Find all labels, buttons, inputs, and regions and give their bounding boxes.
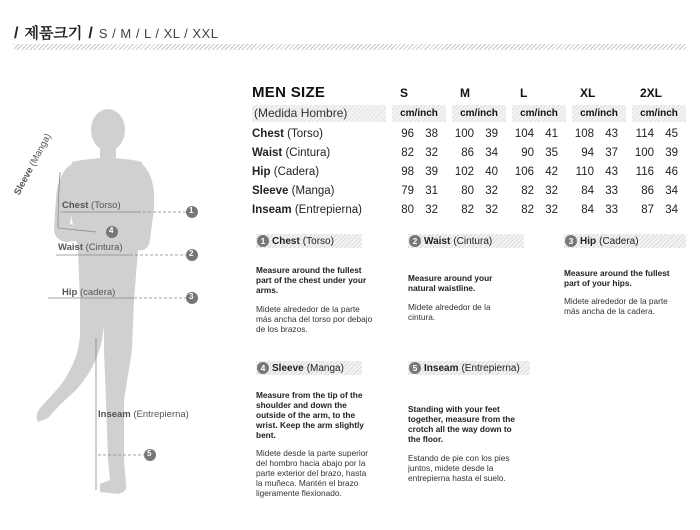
guide-number: 2 bbox=[409, 235, 421, 247]
value-inch: 31 bbox=[425, 185, 438, 197]
value-cm: 80 bbox=[461, 185, 474, 197]
figure-label-chest: Chest (Torso) bbox=[62, 200, 121, 211]
value-cm: 86 bbox=[641, 185, 654, 197]
value-cm: 100 bbox=[634, 147, 654, 159]
size-header-s: S bbox=[400, 86, 409, 100]
value-cm: 84 bbox=[581, 204, 594, 216]
figure-label-sleeve: Sleeve (Manga) bbox=[12, 131, 54, 198]
figure-label-hip: Hip (cadera) bbox=[62, 287, 116, 298]
guide-header: 5 Inseam (Entrepierna) bbox=[408, 361, 530, 375]
guide-number: 1 bbox=[257, 235, 269, 247]
value-inch: 34 bbox=[665, 185, 678, 197]
value-cm: 82 bbox=[521, 204, 534, 216]
value-cm: 84 bbox=[581, 185, 594, 197]
guide-number: 4 bbox=[257, 362, 269, 374]
size-header-l: L bbox=[520, 86, 528, 100]
figure-label-waist: Waist (Cintura) bbox=[58, 242, 123, 253]
value-inch: 32 bbox=[485, 185, 498, 197]
value-cm: 104 bbox=[514, 128, 534, 140]
value-inch: 45 bbox=[665, 128, 678, 140]
value-cm: 90 bbox=[521, 147, 534, 159]
guide-text-es: Midete desde la parte superior del hombro hacia abajo por la parte exterior del brazo, hasta la muñeca. Mantén el brazo ligeramente flexionado. bbox=[256, 448, 369, 498]
guide-text-en: Measure around the fullest part of the chest under your arms. bbox=[256, 265, 367, 295]
size-header-xl: XL bbox=[580, 86, 596, 100]
value-inch: 41 bbox=[545, 128, 558, 140]
guide-inseam bbox=[408, 361, 530, 483]
value-cm: 79 bbox=[401, 185, 414, 197]
marker-5: 5 bbox=[147, 449, 152, 458]
row-label: Inseam (Entrepierna) bbox=[252, 204, 362, 216]
guide-waist bbox=[408, 234, 524, 322]
value-inch: 37 bbox=[605, 147, 618, 159]
value-cm: 82 bbox=[461, 204, 474, 216]
value-cm: 108 bbox=[574, 128, 594, 140]
page-title: 제품크기 bbox=[24, 25, 83, 42]
guide-header: 4 Sleeve (Manga) bbox=[256, 361, 362, 375]
unit-header: cm/inch bbox=[512, 105, 566, 122]
guide-number: 3 bbox=[565, 235, 577, 247]
value-cm: 106 bbox=[514, 166, 534, 178]
table-row-waist bbox=[252, 147, 692, 165]
marker-1: 1 bbox=[189, 206, 194, 215]
figure-label-inseam: Inseam (Entrepierna) bbox=[98, 409, 189, 420]
table-row-hip bbox=[252, 166, 692, 184]
value-inch: 32 bbox=[545, 185, 558, 197]
header-divider bbox=[14, 44, 686, 50]
size-header-m: M bbox=[460, 86, 470, 100]
value-inch: 40 bbox=[485, 166, 498, 178]
value-cm: 98 bbox=[401, 166, 414, 178]
guide-sleeve bbox=[256, 361, 374, 498]
guide-text-es: Midete alrededor de la cintura. bbox=[408, 302, 491, 322]
guide-text-es: Midete alrededor de la parte más ancha de la cadera. bbox=[564, 296, 668, 316]
marker-3: 3 bbox=[189, 292, 194, 301]
guide-text-es: Midete alrededor de la parte más ancha del torso por debajo de los brazos. bbox=[256, 304, 373, 334]
value-cm: 87 bbox=[641, 204, 654, 216]
value-cm: 114 bbox=[635, 128, 654, 140]
value-inch: 46 bbox=[665, 166, 678, 178]
value-cm: 94 bbox=[581, 147, 594, 159]
table-subtitle: (Medida Hombre) bbox=[252, 105, 386, 122]
value-cm: 100 bbox=[454, 128, 474, 140]
row-label: Waist (Cintura) bbox=[252, 147, 331, 159]
value-inch: 38 bbox=[425, 128, 438, 140]
guide-text-en: Measure from the tip of the shoulder and down the outside of the arm, to the wrist. Keep the arm slightly bent. bbox=[256, 390, 364, 440]
row-label: Hip (Cadera) bbox=[252, 166, 320, 178]
header-slash: / bbox=[88, 25, 93, 42]
row-label: Sleeve (Manga) bbox=[252, 185, 335, 197]
guide-header: 3 Hip (Cadera) bbox=[564, 234, 686, 248]
size-header-2xl: 2XL bbox=[640, 86, 663, 100]
value-inch: 39 bbox=[485, 128, 498, 140]
value-cm: 86 bbox=[461, 147, 474, 159]
guide-header: 1 Chest (Torso) bbox=[256, 234, 362, 248]
table-title: MEN SIZE bbox=[252, 84, 326, 101]
guide-header: 2 Waist (Cintura) bbox=[408, 234, 524, 248]
value-inch: 34 bbox=[665, 204, 678, 216]
value-inch: 33 bbox=[605, 185, 618, 197]
value-inch: 39 bbox=[665, 147, 678, 159]
value-inch: 43 bbox=[605, 166, 618, 178]
page-header bbox=[14, 22, 218, 46]
value-cm: 82 bbox=[521, 185, 534, 197]
guide-hip bbox=[564, 234, 686, 316]
unit-header: cm/inch bbox=[452, 105, 506, 122]
value-inch: 42 bbox=[545, 166, 558, 178]
table-row-inseam bbox=[252, 204, 692, 222]
marker-2: 2 bbox=[189, 249, 194, 258]
guide-number: 5 bbox=[409, 362, 421, 374]
unit-header: cm/inch bbox=[392, 105, 446, 122]
unit-header: cm/inch bbox=[632, 105, 686, 122]
value-cm: 82 bbox=[401, 147, 414, 159]
unit-header: cm/inch bbox=[572, 105, 626, 122]
value-cm: 110 bbox=[575, 166, 594, 178]
value-inch: 32 bbox=[425, 147, 438, 159]
guide-chest bbox=[256, 234, 376, 334]
value-inch: 32 bbox=[545, 204, 558, 216]
value-inch: 33 bbox=[605, 204, 618, 216]
header-slash: / bbox=[14, 25, 19, 42]
value-inch: 34 bbox=[485, 147, 498, 159]
marker-4: 4 bbox=[109, 226, 114, 235]
body-figure bbox=[0, 100, 215, 520]
table-row-chest bbox=[252, 128, 692, 146]
guide-text-en: Measure around your natural waistline. bbox=[408, 273, 493, 293]
value-inch: 32 bbox=[485, 204, 498, 216]
value-cm: 80 bbox=[401, 204, 414, 216]
value-inch: 32 bbox=[425, 204, 438, 216]
guide-text-en: Standing with your feet together, measure from the crotch all the way down to the floor. bbox=[408, 404, 515, 444]
guide-text-es: Estando de pie con los pies juntos, midete desde la entrepierna hasta el suelo. bbox=[408, 453, 510, 483]
row-label: Chest (Torso) bbox=[252, 128, 323, 140]
value-inch: 35 bbox=[545, 147, 558, 159]
value-inch: 43 bbox=[605, 128, 618, 140]
value-cm: 116 bbox=[635, 166, 654, 178]
value-cm: 102 bbox=[454, 166, 474, 178]
value-cm: 96 bbox=[401, 128, 414, 140]
size-range: S / M / L / XL / XXL bbox=[98, 26, 219, 41]
table-row-sleeve bbox=[252, 185, 692, 203]
guide-text-en: Measure around the fullest part of your hips. bbox=[564, 268, 670, 288]
value-inch: 39 bbox=[425, 166, 438, 178]
